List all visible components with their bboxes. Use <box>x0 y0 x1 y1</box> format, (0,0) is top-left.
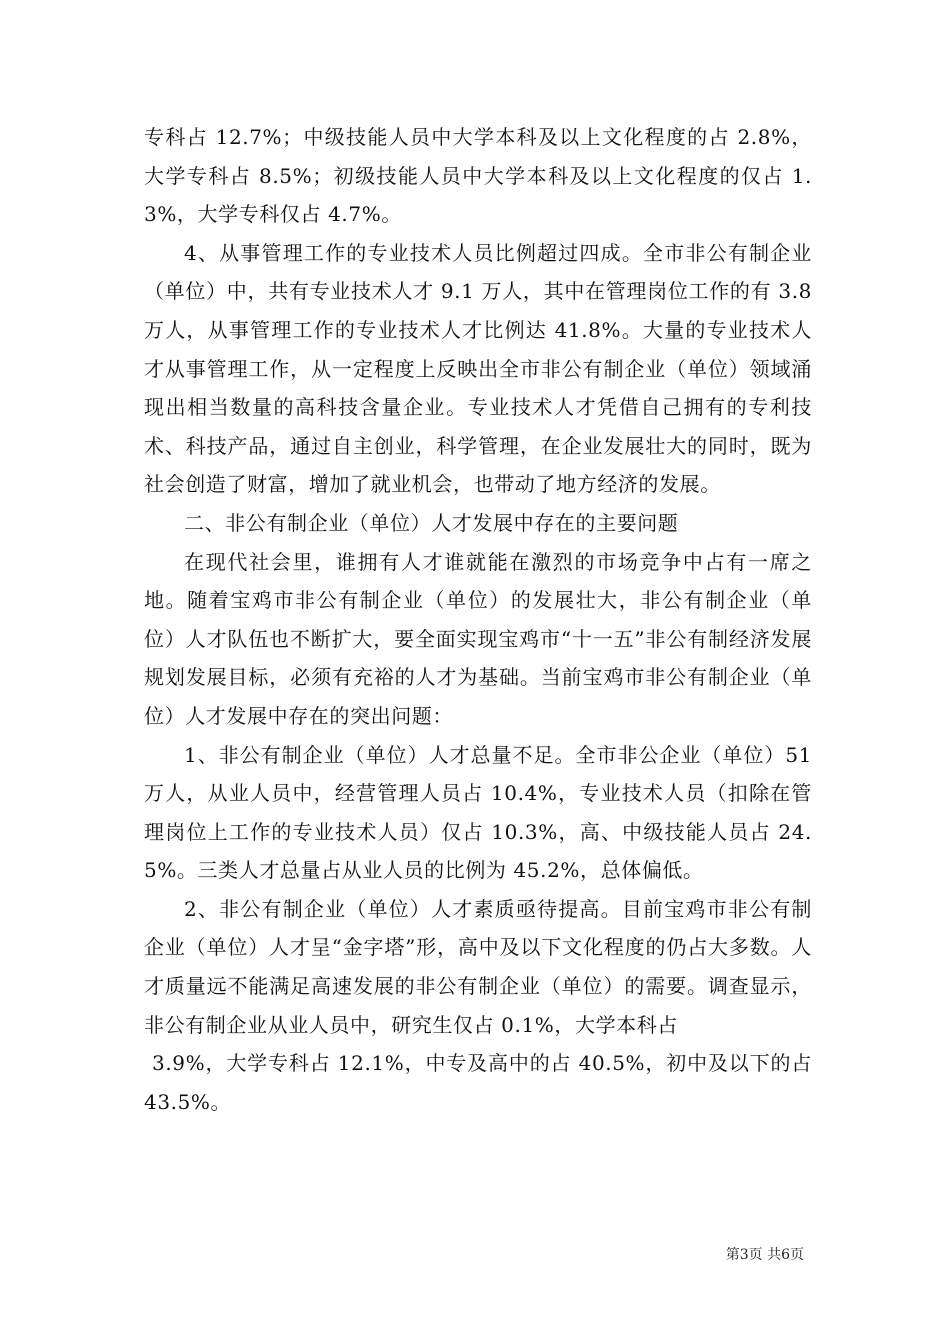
total-pages-number: 6 <box>781 1247 790 1263</box>
paragraph-talent-shortage: 1、非公有制企业（单位）人才总量不足。全市非公企业（单位）51 万人，从业人员中，经营管理人员占 10.4%，专业技术人员（扣除在管理岗位上工作的专业技术人员）仅占 10.3%，高、中级技能人员占 24.5%。三类人才总量占从业人员的比例为 45.2%，总体偏低。 <box>144 742 812 883</box>
paragraph-education-stats: 3.9%，大学专科占 12.1%，中专及高中的占 40.5%，初中及以下的占 43.5%。 <box>144 1051 812 1114</box>
page-prefix: 第 <box>725 1247 740 1263</box>
paragraph-management-ratio: 4、从事管理工作的专业技术人员比例超过四成。全市非公有制企业（单位）中，共有专业技术人才 9.1 万人，其中在管理岗位工作的有 3.8 万人，从事管理工作的专业技术人才比例达 41.8%。大量的专业技术人才从事管理工作，从一定程度上反映出全市非公有制企业（单位）领域涌现出相当数量的高科技含量企业。专业技术人才凭借自己拥有的专利技术、科技产品，通过自主创业，科学管理，在企业发展壮大的同时，既为社会创造了财富，增加了就业机会，也带动了地方经济的发展。 <box>144 240 812 497</box>
paragraph-continuation: 专科占 12.7%；中级技能人员中大学本科及以上文化程度的占 2.8%，大学专科占 8.5%；初级技能人员中大学本科及以上文化程度的仅占 1.3%，大学专科仅占 4.7%。 <box>144 125 812 227</box>
page-middle: 页 共 <box>748 1247 782 1263</box>
current-page-number: 3 <box>739 1247 749 1263</box>
page-suffix: 页 <box>790 1247 804 1263</box>
document-body <box>144 118 812 1121</box>
page-number <box>726 1244 804 1264</box>
paragraph-talent-quality: 2、非公有制企业（单位）人才素质亟待提高。目前宝鸡市非公有制企业（单位）人才呈“金字塔”形，高中及以下文化程度的仍占大多数。人才质量远不能满足高速发展的非公有制企业（单位）的需要。调查显示，非公有制企业从业人员中，研究生仅占 0.1%，大学本科占 <box>144 896 812 1037</box>
paragraph-modern-society: 在现代社会里，谁拥有人才谁就能在激烈的市场竞争中占有一席之地。随着宝鸡市非公有制企业（单位）的发展壮大，非公有制企业（单位）人才队伍也不断扩大，要全面实现宝鸡市“十一五”非公有制经济发展规划发展目标，必须有充裕的人才为基础。当前宝鸡市非公有制企业（单位）人才发展中存在的突出问题： <box>144 549 812 728</box>
section-heading-main-problems: 二、非公有制企业（单位）人才发展中存在的主要问题 <box>184 510 679 535</box>
